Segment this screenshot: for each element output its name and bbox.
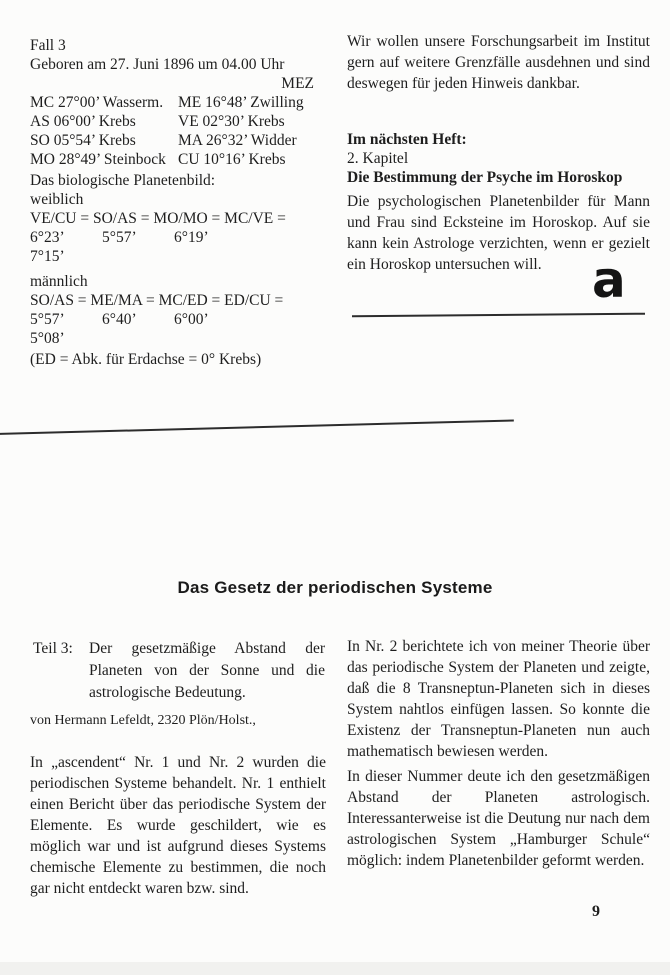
timezone-label: MEZ bbox=[281, 75, 314, 92]
position-cell: AS 06°00’ Krebs bbox=[30, 113, 136, 130]
formula-value: 6°00’ bbox=[174, 311, 209, 328]
female-label: weiblich bbox=[30, 191, 84, 208]
position-cell: MO 28°49’ Steinbock bbox=[30, 151, 166, 168]
chapter-label: 2. Kapitel bbox=[347, 150, 409, 167]
case-title: Fall 3 bbox=[30, 37, 66, 54]
right-top-column bbox=[347, 31, 650, 275]
ascendent-logo-a: a bbox=[592, 251, 624, 309]
position-cell: CU 10°16’ Krebs bbox=[178, 151, 286, 168]
table-row bbox=[30, 131, 314, 150]
right-column-divider bbox=[352, 313, 645, 318]
formula-value: 7°15’ bbox=[30, 248, 65, 265]
formula-value: 5°08’ bbox=[30, 330, 65, 347]
article-right-column bbox=[347, 636, 650, 871]
bio-planetenbild-heading: Das biologische Planetenbild: bbox=[30, 172, 216, 189]
section-divider-rule bbox=[0, 419, 514, 435]
planet-positions-table bbox=[30, 93, 314, 169]
author-byline: von Hermann Lefeldt, 2320 Plön/Holst., bbox=[30, 713, 256, 728]
male-values bbox=[30, 310, 314, 348]
scan-edge-shadow bbox=[0, 962, 670, 975]
male-formula: SO/AS = ME/MA = MC/ED = ED/CU = bbox=[30, 292, 284, 309]
table-row bbox=[30, 112, 314, 131]
formula-value: 6°40’ bbox=[102, 311, 137, 328]
female-values bbox=[30, 228, 314, 266]
next-issue-paragraph: Die psychologischen Planetenbilder für Mann und Frau sind Ecksteine im Horoskop. Auf sie kann kein Astrologe verzichten, wenn er gezielt ein Horoskop untersuchen will. bbox=[347, 193, 650, 273]
research-note-paragraph: Wir wollen unsere Forschungsarbeit im Institut gern auf weitere Grenzfälle ausdehnen und sind deswegen für jeden Hinweis dankbar. bbox=[347, 33, 650, 92]
part-title: Der gesetzmäßige Abstand der Planeten von der Sonne und die astrologische Bedeutung. bbox=[89, 640, 325, 701]
next-issue-label: Im nächsten Heft: bbox=[347, 131, 467, 148]
formula-value: 5°57’ bbox=[102, 229, 137, 246]
table-row bbox=[30, 93, 314, 112]
birth-line: Geboren am 27. Juni 1896 um 04.00 Uhr bbox=[30, 56, 285, 73]
position-cell: MA 26°32’ Widder bbox=[178, 132, 297, 149]
position-cell: ME 16°48’ Zwilling bbox=[178, 94, 304, 111]
male-label: männlich bbox=[30, 273, 88, 290]
article-right-paragraph-2: In dieser Nummer deute ich den gesetzmäßigen Abstand der Planeten astrologisch. Interessanterweise ist die Deutung nur nach dem astrologischen System „Hamburger Schule“ möglich: indem Planetenbilder geformt werden. bbox=[347, 768, 650, 869]
page-number: 9 bbox=[592, 903, 600, 920]
table-row bbox=[30, 150, 314, 169]
article-right-paragraph-1: In Nr. 2 berichtete ich von meiner Theorie über das periodische System der Planeten und zeigte, daß die 8 Transneptun-Planeten sich in dieses System nahtlos einfügen lassen. So konnte die Existenz der Transneptun-Planeten nun auch mathematisch bewiesen werden. bbox=[347, 638, 650, 760]
part-header bbox=[33, 638, 325, 704]
position-cell: MC 27°00’ Wasserm. bbox=[30, 94, 164, 111]
part-label: Teil 3: bbox=[33, 640, 73, 657]
position-cell: VE 02°30’ Krebs bbox=[178, 113, 285, 130]
formula-value: 6°23’ bbox=[30, 229, 65, 246]
case-data-block bbox=[30, 36, 314, 369]
chapter-title: Die Bestimmung der Psyche im Horoskop bbox=[347, 169, 623, 186]
female-formula: VE/CU = SO/AS = MO/MO = MC/VE = bbox=[30, 210, 286, 227]
formula-value: 5°57’ bbox=[30, 311, 65, 328]
article-left-paragraph: In „ascendent“ Nr. 1 und Nr. 2 wurden die periodischen Systeme behandelt. Nr. 1 enthielt einen Bericht über das periodische System der Elemente. Es wurde geschildert, wie es möglich war und ist aufgrund dieses Systems chemische Elemente zu bestimmen, die noch gar nicht entdeckt waren bzw. sind. bbox=[30, 754, 326, 897]
article-title: Das Gesetz der periodischen Systeme bbox=[177, 578, 493, 597]
position-cell: SO 05°54’ Krebs bbox=[30, 132, 136, 149]
formula-value: 6°19’ bbox=[174, 229, 209, 246]
ed-abbreviation-note: (ED = Abk. für Erdachse = 0° Krebs) bbox=[30, 351, 262, 368]
